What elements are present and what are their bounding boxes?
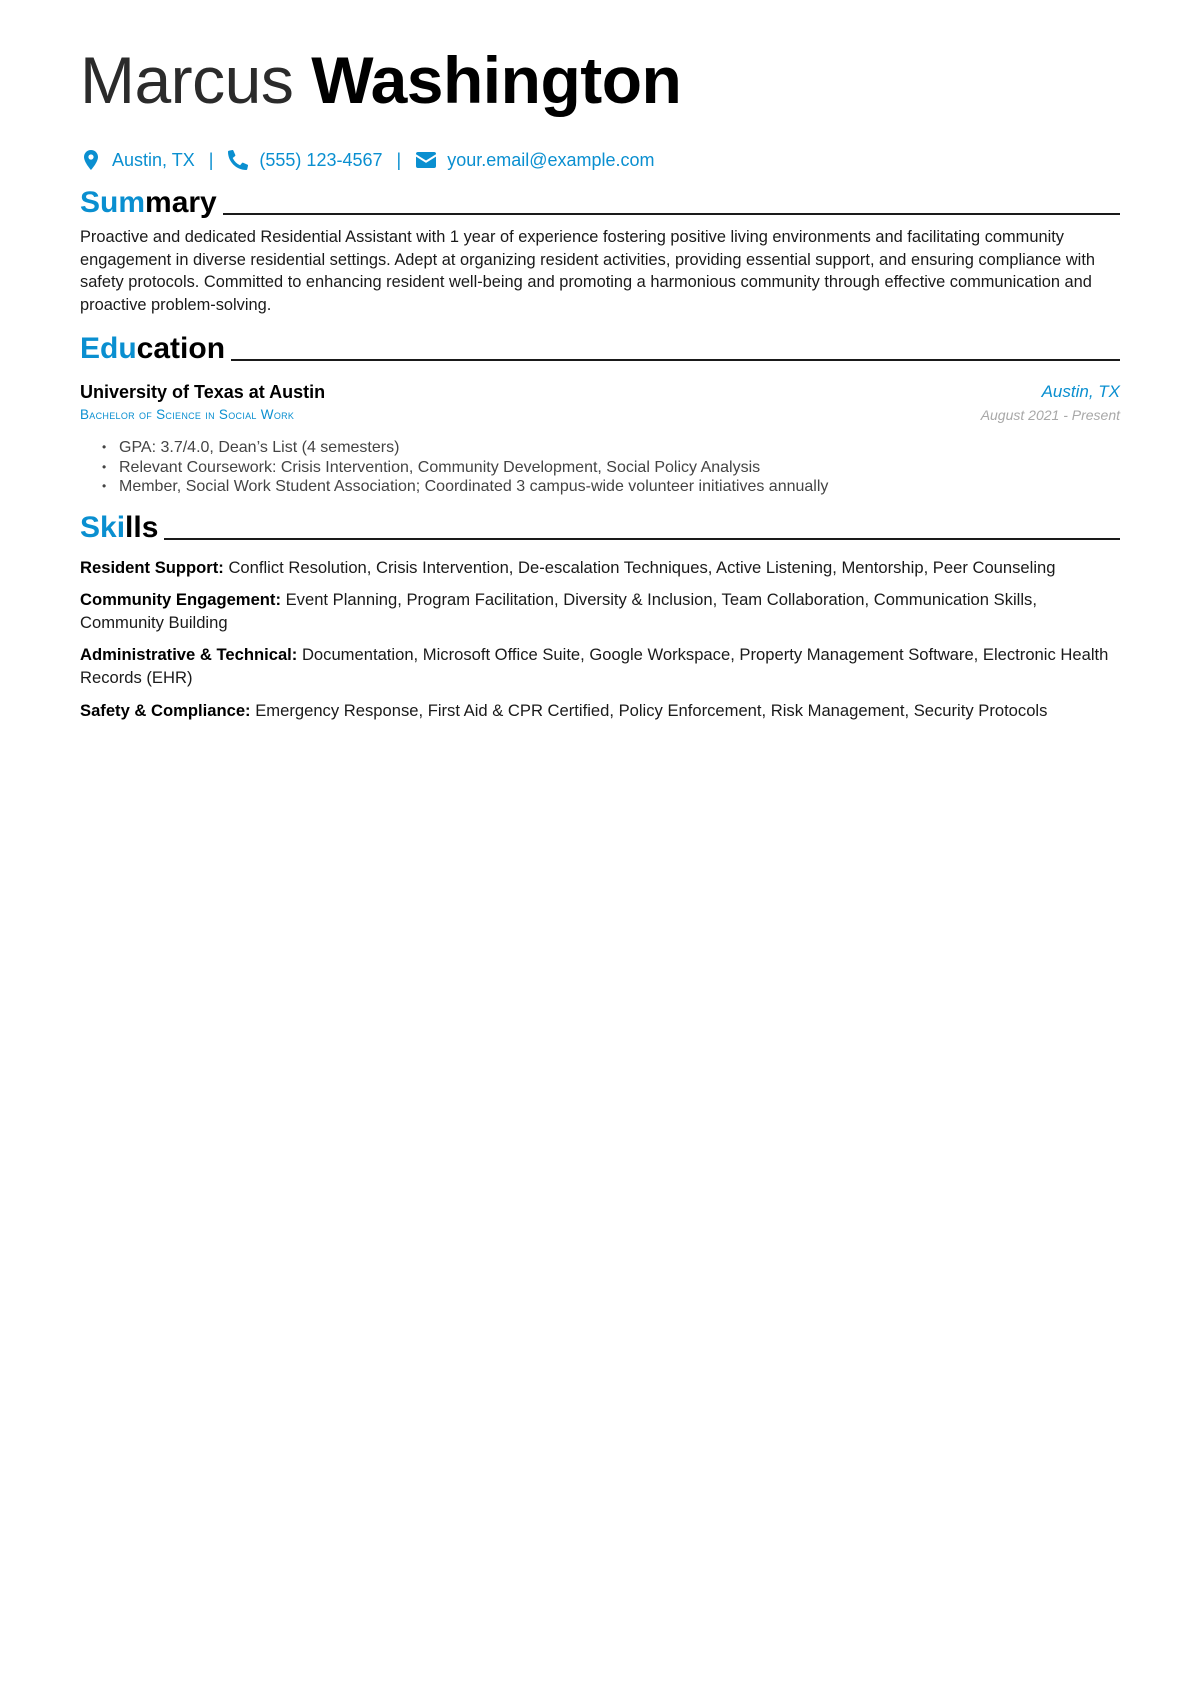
contact-line — [80, 146, 1120, 174]
email-link[interactable]: your.email@example.com — [447, 149, 655, 170]
section-title-rest: lls — [125, 510, 159, 544]
skill-category: Safety & Compliance: — [80, 700, 251, 720]
summary-heading — [80, 182, 1120, 220]
education-dates: August 2021 - Present — [980, 407, 1120, 424]
envelope-icon — [415, 149, 437, 171]
section-title-accent: Sum — [80, 186, 146, 219]
contact-separator: | — [208, 149, 214, 170]
school-location: Austin, TX — [1041, 382, 1120, 402]
education-heading — [80, 328, 1120, 366]
contact-separator: | — [396, 149, 402, 170]
skill-row — [80, 644, 1120, 689]
location-text: Austin, TX — [112, 149, 195, 170]
skill-category: Resident Support: — [80, 557, 224, 577]
skill-values: Emergency Response, First Aid & CPR Certified, Policy Enforcement, Risk Management, Security Protocols — [255, 700, 1048, 720]
skill-values: Conflict Resolution, Crisis Intervention, De-escalation Techniques, Active Listening, Mentorship, Peer Counseling — [228, 557, 1056, 577]
section-title-accent: Ski — [80, 510, 126, 544]
last-name: Washington — [311, 43, 682, 117]
section-title — [80, 332, 225, 366]
section-divider — [164, 538, 1120, 540]
skill-row — [80, 700, 1120, 723]
section-title-rest: cation — [136, 332, 226, 366]
section-title — [80, 511, 158, 545]
section-title-accent: Edu — [80, 332, 137, 366]
resume-page — [80, 40, 1120, 732]
section-title — [80, 186, 217, 220]
phone-link[interactable]: (555) 123-4567 — [259, 149, 383, 170]
summary-text: Proactive and dedicated Residential Assistant with 1 year of experience fostering positive living environments and facilitating community engagement in diverse residential settings. Adept at organizing resident activities, providing essential support, and ensuring compliance with safety protocols. Committed to enhancing resident well-being and promoting a harmonious community through effective communication and proactive problem-solving. — [80, 228, 1095, 314]
first-name: Marcus — [80, 43, 294, 117]
skills-heading — [80, 507, 1120, 545]
list-item: • Member, Social Work Student Association; Coordinated 3 campus-wide volunteer initiatives annually — [102, 477, 1120, 496]
candidate-name — [80, 40, 1120, 120]
degree-name: Bachelor of Science in Social Work — [80, 407, 295, 423]
section-divider — [231, 359, 1120, 361]
section-title-rest: mary — [145, 186, 217, 219]
map-pin-icon — [80, 149, 102, 171]
skill-row — [80, 589, 1120, 634]
phone-icon — [227, 149, 249, 171]
skill-values: Event Planning, Program Facilitation, Diversity & Inclusion, Team Collaboration, Communication Skills, Community Building — [80, 590, 1037, 632]
skill-category: Administrative & Technical: — [80, 645, 298, 665]
section-divider — [223, 213, 1120, 215]
skill-values: Documentation, Microsoft Office Suite, Google Workspace, Property Management Software, Electronic Health Records (EHR) — [80, 645, 1109, 687]
list-item: • GPA: 3.7/4.0, Dean’s List (4 semesters) — [102, 438, 1120, 457]
education-entry — [80, 382, 1120, 424]
skill-row — [80, 557, 1120, 580]
school-name: University of Texas at Austin — [80, 382, 326, 403]
education-bullets — [80, 438, 1120, 496]
list-item: • Relevant Coursework: Crisis Intervention, Community Development, Social Policy Analysis — [102, 458, 1120, 477]
skills-list — [80, 557, 1120, 723]
skill-category: Community Engagement: — [80, 590, 281, 610]
